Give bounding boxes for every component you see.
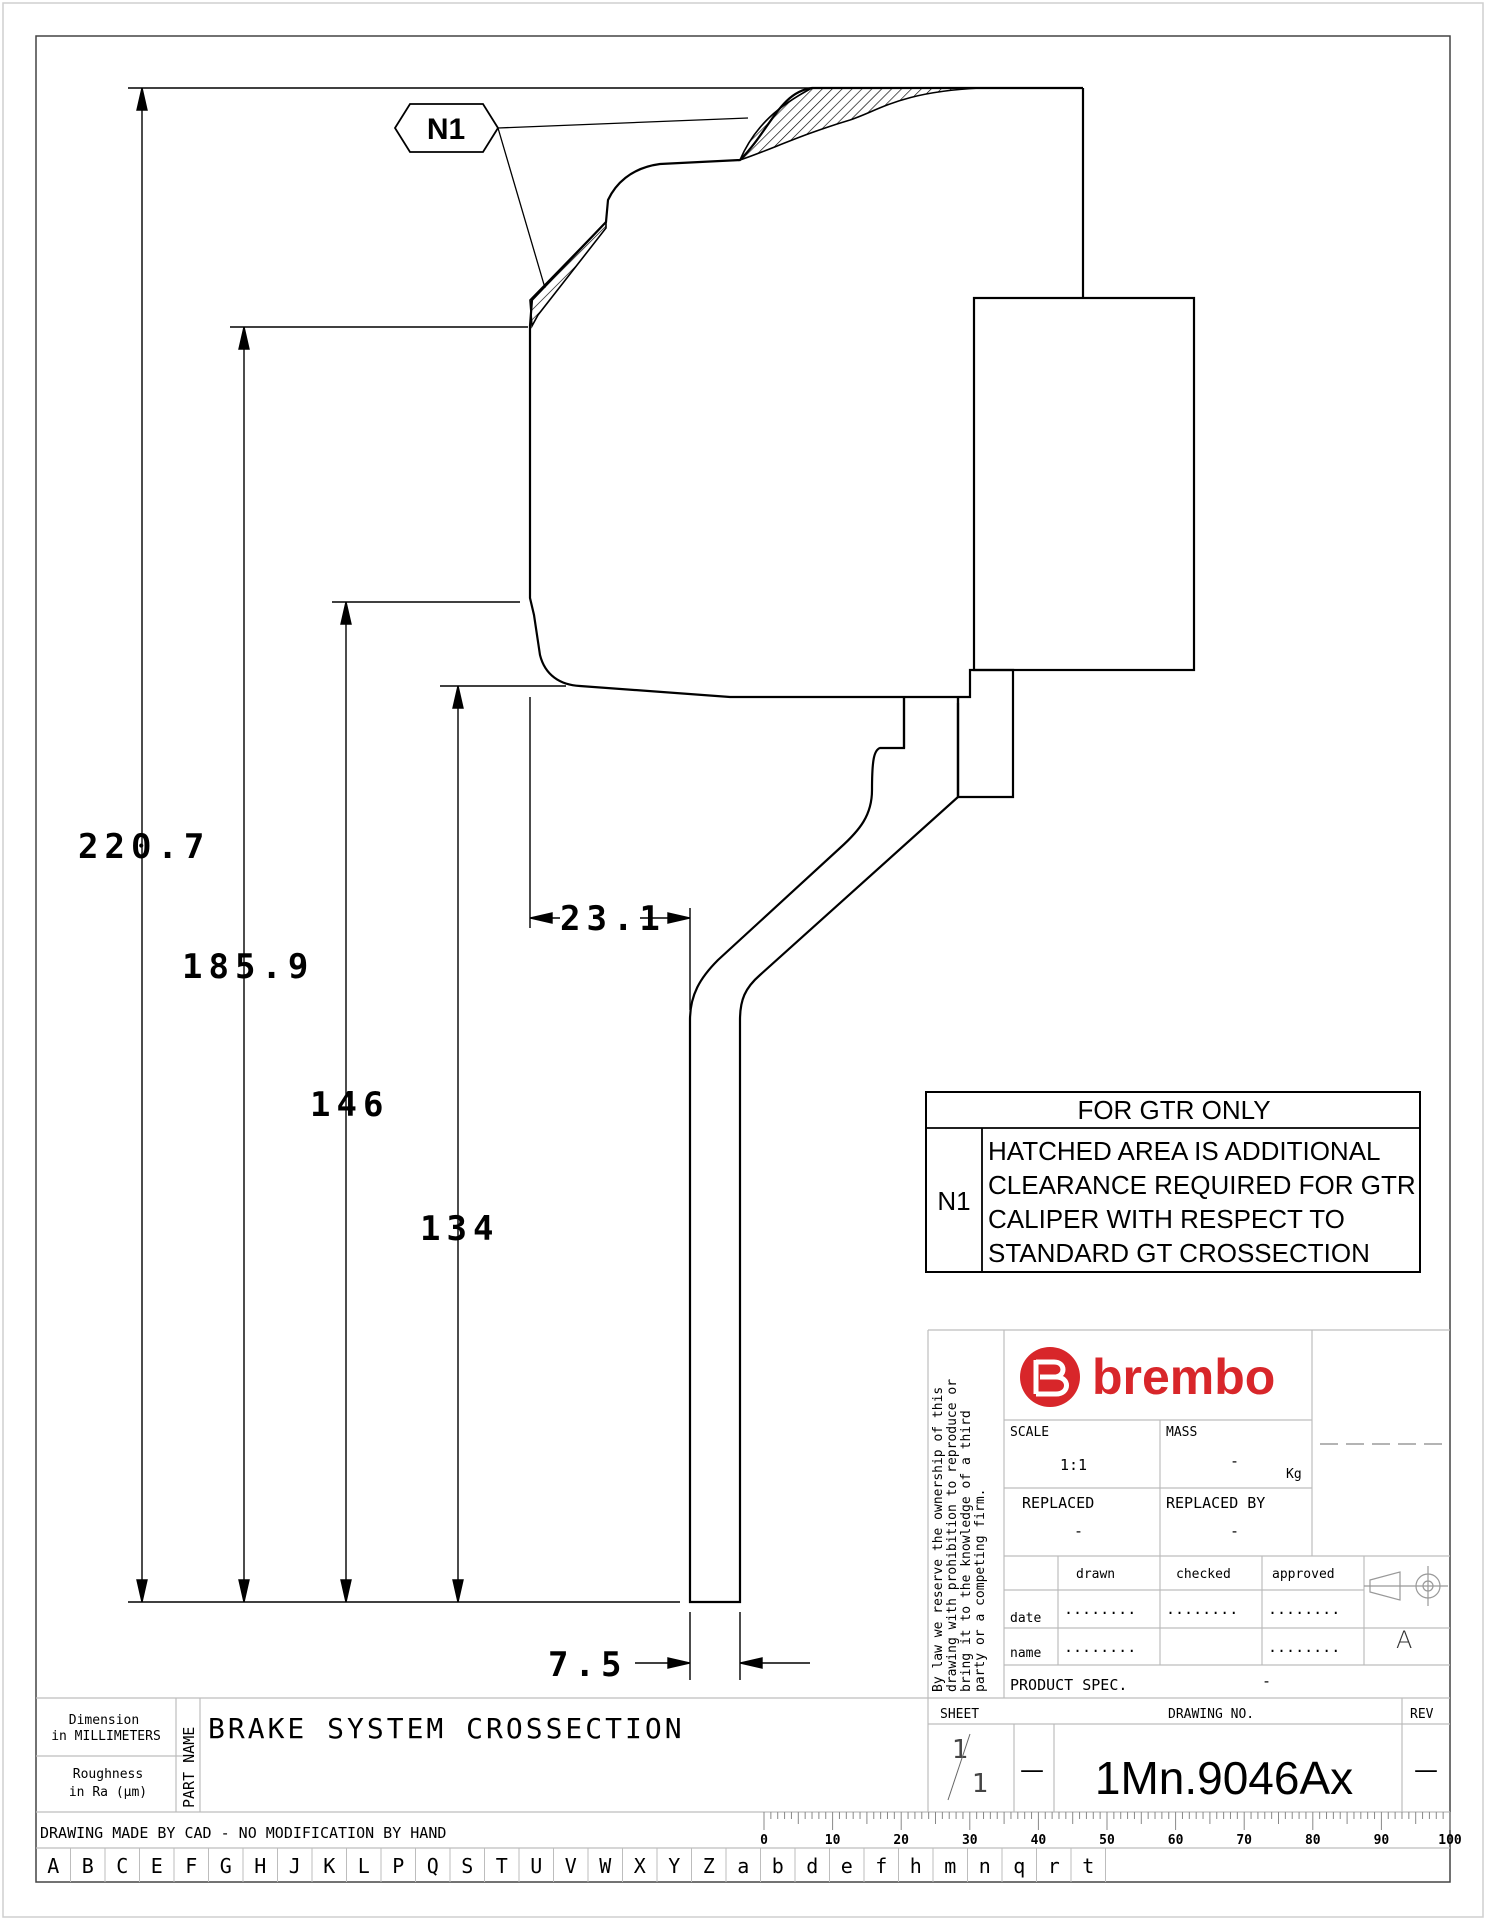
letter-cell: E	[150, 1854, 163, 1878]
product-spec-value: -	[1262, 1672, 1272, 1690]
letter-cell: T	[495, 1854, 508, 1878]
letter-cell: A	[47, 1854, 60, 1878]
dots-approved-date: ........	[1268, 1600, 1341, 1618]
dim-thickness: 7.5	[548, 1645, 628, 1685]
replaced-label: REPLACED	[1022, 1494, 1095, 1512]
letter-cell: d	[806, 1854, 819, 1878]
ruler-label: 10	[824, 1833, 841, 1848]
letter-cell: J	[288, 1854, 301, 1878]
hatched-area-top	[740, 88, 980, 160]
svg-text:By law we reserve the ownershi: By law we reserve the ownership of this	[931, 1386, 946, 1692]
roughness-label-1: Roughness	[72, 1767, 144, 1782]
ruler-label: 90	[1373, 1833, 1390, 1848]
ruler-label: 70	[1236, 1833, 1253, 1848]
note-table	[926, 1092, 1420, 1272]
dots-drawn-name: ........	[1064, 1638, 1137, 1656]
replaced-by-value: -	[1230, 1522, 1240, 1540]
brembo-logo-text: brembo	[1092, 1349, 1276, 1405]
approved-label: approved	[1272, 1567, 1335, 1582]
svg-text:drawing with prohibition to re: drawing with prohibition to reproduce or	[945, 1378, 960, 1692]
product-spec-label: PRODUCT SPEC.	[1010, 1676, 1128, 1694]
letter-cell: H	[254, 1854, 267, 1878]
revision-letter: A	[1396, 1626, 1413, 1654]
projection-symbol-icon	[1364, 1566, 1448, 1606]
letter-cell: h	[909, 1854, 922, 1878]
letter-cell: W	[599, 1854, 612, 1878]
part-name-label: PART NAME	[180, 1726, 198, 1808]
letter-cell: e	[840, 1854, 853, 1878]
letter-cell: Z	[702, 1854, 715, 1878]
scale-ruler	[760, 1812, 1462, 1848]
scale-label: SCALE	[1010, 1425, 1050, 1440]
caliper-piston-block	[974, 298, 1194, 670]
dimension-label-2: in MILLIMETERS	[51, 1729, 161, 1744]
dots-drawn-date: ........	[1064, 1600, 1137, 1618]
letter-cell: U	[530, 1854, 543, 1878]
disc-bell-outline	[690, 697, 958, 1602]
dim-146: 146	[310, 1085, 390, 1125]
rev-label: REV	[1410, 1707, 1434, 1722]
letter-cell: C	[116, 1854, 129, 1878]
letter-cell: G	[219, 1854, 232, 1878]
cad-notice: DRAWING MADE BY CAD - NO MODIFICATION BY HAND	[40, 1824, 447, 1842]
ruler-label: 80	[1304, 1833, 1321, 1848]
letter-cell: X	[633, 1854, 646, 1878]
letter-cell: b	[771, 1854, 784, 1878]
ownership-notice	[931, 1379, 988, 1692]
letter-cell: V	[564, 1854, 577, 1878]
letter-cell: r	[1047, 1854, 1060, 1878]
letter-cell: B	[81, 1854, 94, 1878]
note-tag: N1	[937, 1186, 971, 1216]
letter-cell: F	[185, 1854, 198, 1878]
drawing-number: 1Mn.9046Ax	[1094, 1752, 1354, 1804]
dim-offset: 23.1	[560, 899, 666, 939]
date-label: date	[1010, 1611, 1042, 1626]
svg-text:bring it to the knowledge of a: bring it to the knowledge of a third	[959, 1410, 974, 1692]
caliper-outline	[530, 88, 1083, 797]
letter-cell: t	[1082, 1854, 1095, 1878]
note-line-2: CLEARANCE REQUIRED FOR GTR	[988, 1170, 1416, 1200]
dimension-texts	[78, 827, 666, 1685]
dim-overall-height: 220.7	[78, 827, 211, 867]
name-label: name	[1010, 1646, 1042, 1661]
sheet-label: SHEET	[940, 1707, 980, 1722]
letter-cell: Q	[426, 1854, 439, 1878]
letter-cell: m	[944, 1854, 957, 1878]
dimension-label-1: Dimension	[68, 1713, 140, 1728]
replaced-by-label: REPLACED BY	[1166, 1494, 1266, 1512]
note-line-1: HATCHED AREA IS ADDITIONAL	[988, 1136, 1381, 1166]
brembo-logo	[1020, 1347, 1275, 1407]
letter-cell: K	[323, 1854, 336, 1878]
ruler-label: 20	[893, 1833, 910, 1848]
note-line-3: CALIPER WITH RESPECT TO	[988, 1204, 1345, 1234]
letter-cell: n	[978, 1854, 991, 1878]
letter-cell: Y	[668, 1854, 681, 1878]
dots-checked-date: ........	[1166, 1600, 1239, 1618]
drawn-label: drawn	[1076, 1567, 1116, 1582]
scale-value: 1:1	[1060, 1456, 1088, 1474]
letter-cell: q	[1013, 1854, 1026, 1878]
part-name: BRAKE SYSTEM CROSSECTION	[208, 1712, 685, 1745]
letter-cell: a	[737, 1854, 750, 1878]
dim-185: 185.9	[182, 947, 315, 987]
dots-approved-name: ........	[1268, 1638, 1341, 1656]
svg-text:party or a competing firm.: party or a competing firm.	[973, 1488, 988, 1692]
ruler-label: 40	[1030, 1833, 1047, 1848]
note-line-4: STANDARD GT CROSSECTION	[988, 1238, 1370, 1268]
ruler-label: 0	[760, 1833, 768, 1848]
ruler-label: 50	[1099, 1833, 1115, 1848]
letter-row	[47, 1848, 1105, 1882]
replaced-value: -	[1074, 1522, 1084, 1540]
mass-label: MASS	[1166, 1425, 1198, 1440]
mass-unit: Kg	[1286, 1467, 1302, 1482]
rev-value: —	[1414, 1756, 1438, 1784]
dim-134: 134	[420, 1209, 500, 1249]
sheet-num: 1	[952, 1735, 969, 1765]
ruler-label: 60	[1167, 1833, 1184, 1848]
n1-callout-tag: N1	[426, 113, 466, 146]
dimension-lines	[128, 88, 812, 1680]
sheet-dash: —	[1020, 1756, 1044, 1784]
checked-label: checked	[1176, 1567, 1231, 1582]
ruler-label: 30	[961, 1833, 978, 1848]
letter-cell: f	[875, 1854, 888, 1878]
drawing-no-label: DRAWING NO.	[1168, 1707, 1255, 1722]
note-header: FOR GTR ONLY	[1077, 1095, 1271, 1125]
roughness-label-2: in Ra (µm)	[68, 1785, 148, 1800]
sheet-total: 1	[972, 1769, 989, 1799]
ruler-label: 100	[1438, 1833, 1462, 1848]
mass-value: -	[1230, 1452, 1240, 1470]
letter-cell: P	[392, 1854, 405, 1878]
letter-cell: S	[461, 1854, 474, 1878]
letter-cell: L	[357, 1854, 370, 1878]
